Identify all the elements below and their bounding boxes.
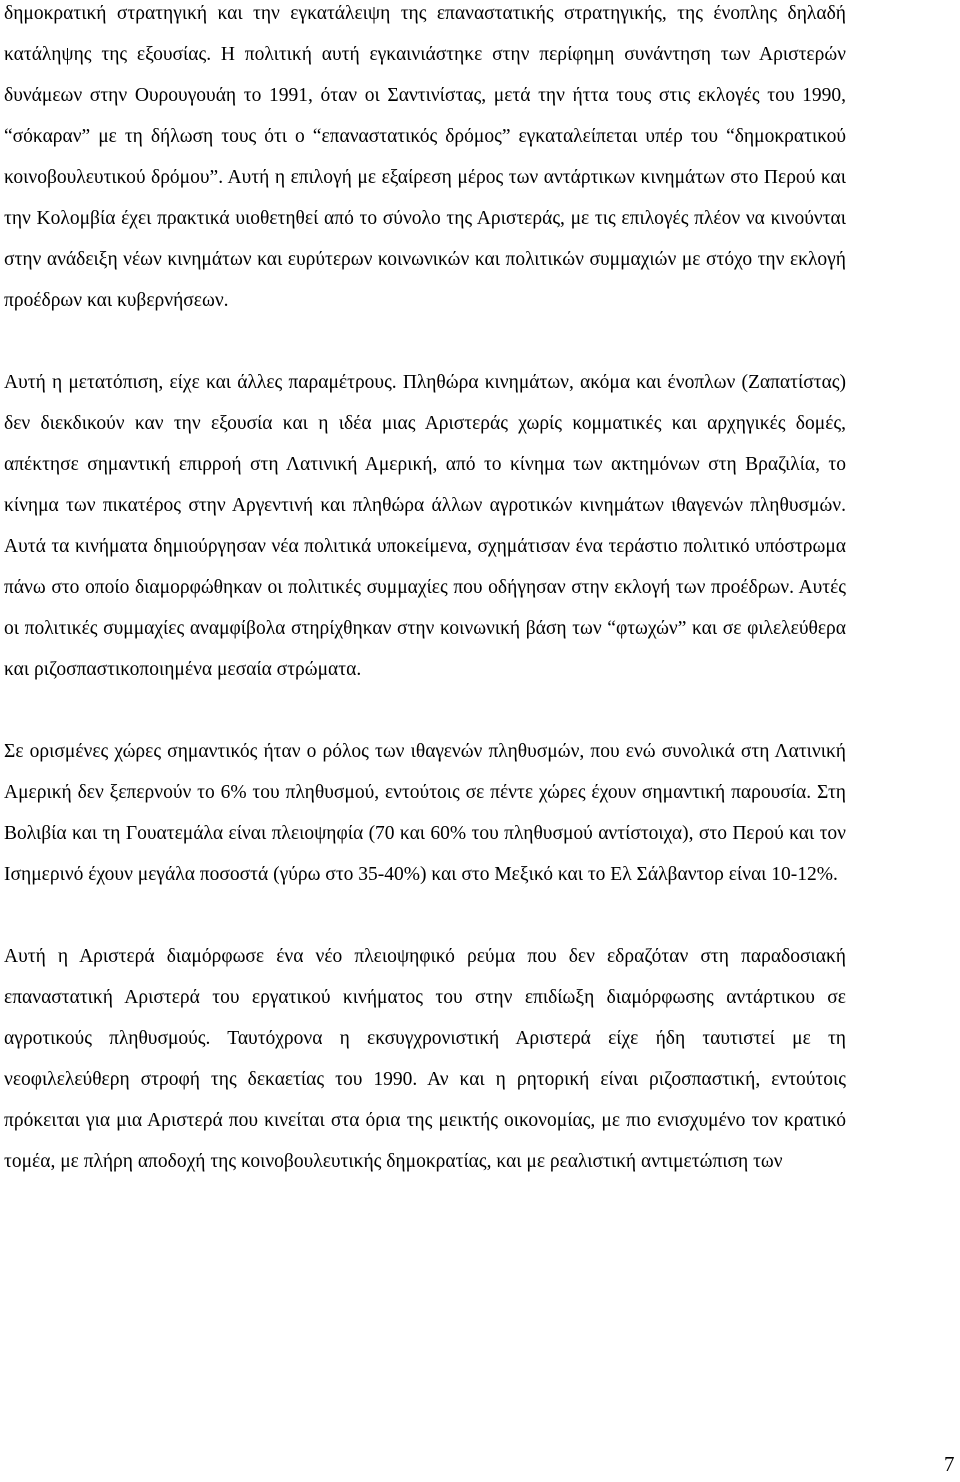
document-page [4,0,846,1182]
paragraph-1: δημοκρατική στρατηγική και την εγκατάλειψη της επαναστατικής στρατηγικής, της ένοπλης δηλαδή κατάληψης της εξουσίας. Η πολιτική αυτή εγκαινιάστηκε στην περίφημη συνάντηση των Αριστερών δυνάμεων στην Ουρουγουάη το 1991, όταν οι Σαντινίστας, μετά την ήττα τους στις εκλογές του 1990, “σόκαραν” με τη δήλωση τους ότι ο “επαναστατικός δρόμος” εγκαταλείπεται υπέρ του “δημοκρατικού κοινοβουλευτικού δρόμου”. Αυτή η επιλογή με εξαίρεση μέρος των αντάρτικων κινημάτων στο Περού και την Κολομβία έχει πρακτικά υιοθετηθεί από το σύνολο της Αριστεράς, με τις επιλογές πλέον να κινούνται στην ανάδειξη νέων κινημάτων και ευρύτερων κοινωνικών και πολιτικών συμμαχιών με στόχο την εκλογή προέδρων και κυβερνήσεων. [4,3,846,311]
paragraph-4: Αυτή η Αριστερά διαμόρφωσε ένα νέο πλειοψηφικό ρεύμα που δεν εδραζόταν στη παραδοσιακή επαναστατική Αριστερά του εργατικού κινήματος του στην επιδίωξη διαμόρφωσης αντάρτικου σε αγροτικούς πληθυσμούς. Ταυτόχρονα η εκσυγχρονιστική Αριστερά είχε ήδη ταυτιστεί με τη νεοφιλελεύθερη στροφή της δεκαετίας του 1990. Αν και η ρητορική είναι ριζοσπαστική, εντούτοις πρόκειται για μια Αριστερά που κινείται στα όρια της μεικτής οικονομίας, με πιο ενισχυμένο τον κρατικό τομέα, με πλήρη αποδοχή της κοινοβουλευτικής δημοκρατίας, και με ρεαλιστική αντιμετώπιση των [4,946,846,1172]
paragraph-3: Σε ορισμένες χώρες σημαντικός ήταν ο ρόλος των ιθαγενών πληθυσμών, που ενώ συνολικά στη Λατινική Αμερική δεν ξεπερνούν το 6% του πληθυσμού, εντούτοις σε πέντε χώρες έχουν σημαντική παρουσία. Στη Βολιβία και τη Γουατεμάλα είναι πλειοψηφία (70 και 60% του πληθυσμού αντίστοιχα), στο Περού και τον Ισημερινό έχουν μεγάλα ποσοστά (γύρω στο 35-40%) και στο Μεξικό και το Ελ Σάλβαντορ είναι 10-12%. [4,741,846,885]
paragraph-2: Αυτή η μετατόπιση, είχε και άλλες παραμέτρους. Πληθώρα κινημάτων, ακόμα και ένοπλων (Ζαπατίστας) δεν διεκδικούν καν την εξουσία και η ιδέα μιας Αριστεράς χωρίς κομματικές και αρχηγικές δομές, απέκτησε σημαντική επιρροή στη Λατινική Αμερική, από το κίνημα των ακτημόνων στη Βραζιλία, το κίνημα των πικατέρος στην Αργεντινή και πληθώρα άλλων αγροτικών κινημάτων ιθαγενών πληθυσμών. Αυτά τα κινήματα δημιούργησαν νέα πολιτικά υποκείμενα, σχημάτισαν ένα τεράστιο πολιτικό υπόστρωμα πάνω στο οποίο διαμορφώθηκαν οι πολιτικές συμμαχίες που οδήγησαν στην εκλογή των προέδρων. Αυτές οι πολιτικές συμμαχίες αναμφίβολα στηρίχθηκαν στην κοινωνική βάση των “φτωχών” και σε φιλελεύθερα και ριζοσπαστικοποιημένα μεσαία στρώματα. [4,372,846,680]
paragraph-gap [4,321,846,362]
paragraph-gap [4,895,846,936]
paragraph-gap [4,690,846,731]
page-number: 7 [944,1452,955,1476]
